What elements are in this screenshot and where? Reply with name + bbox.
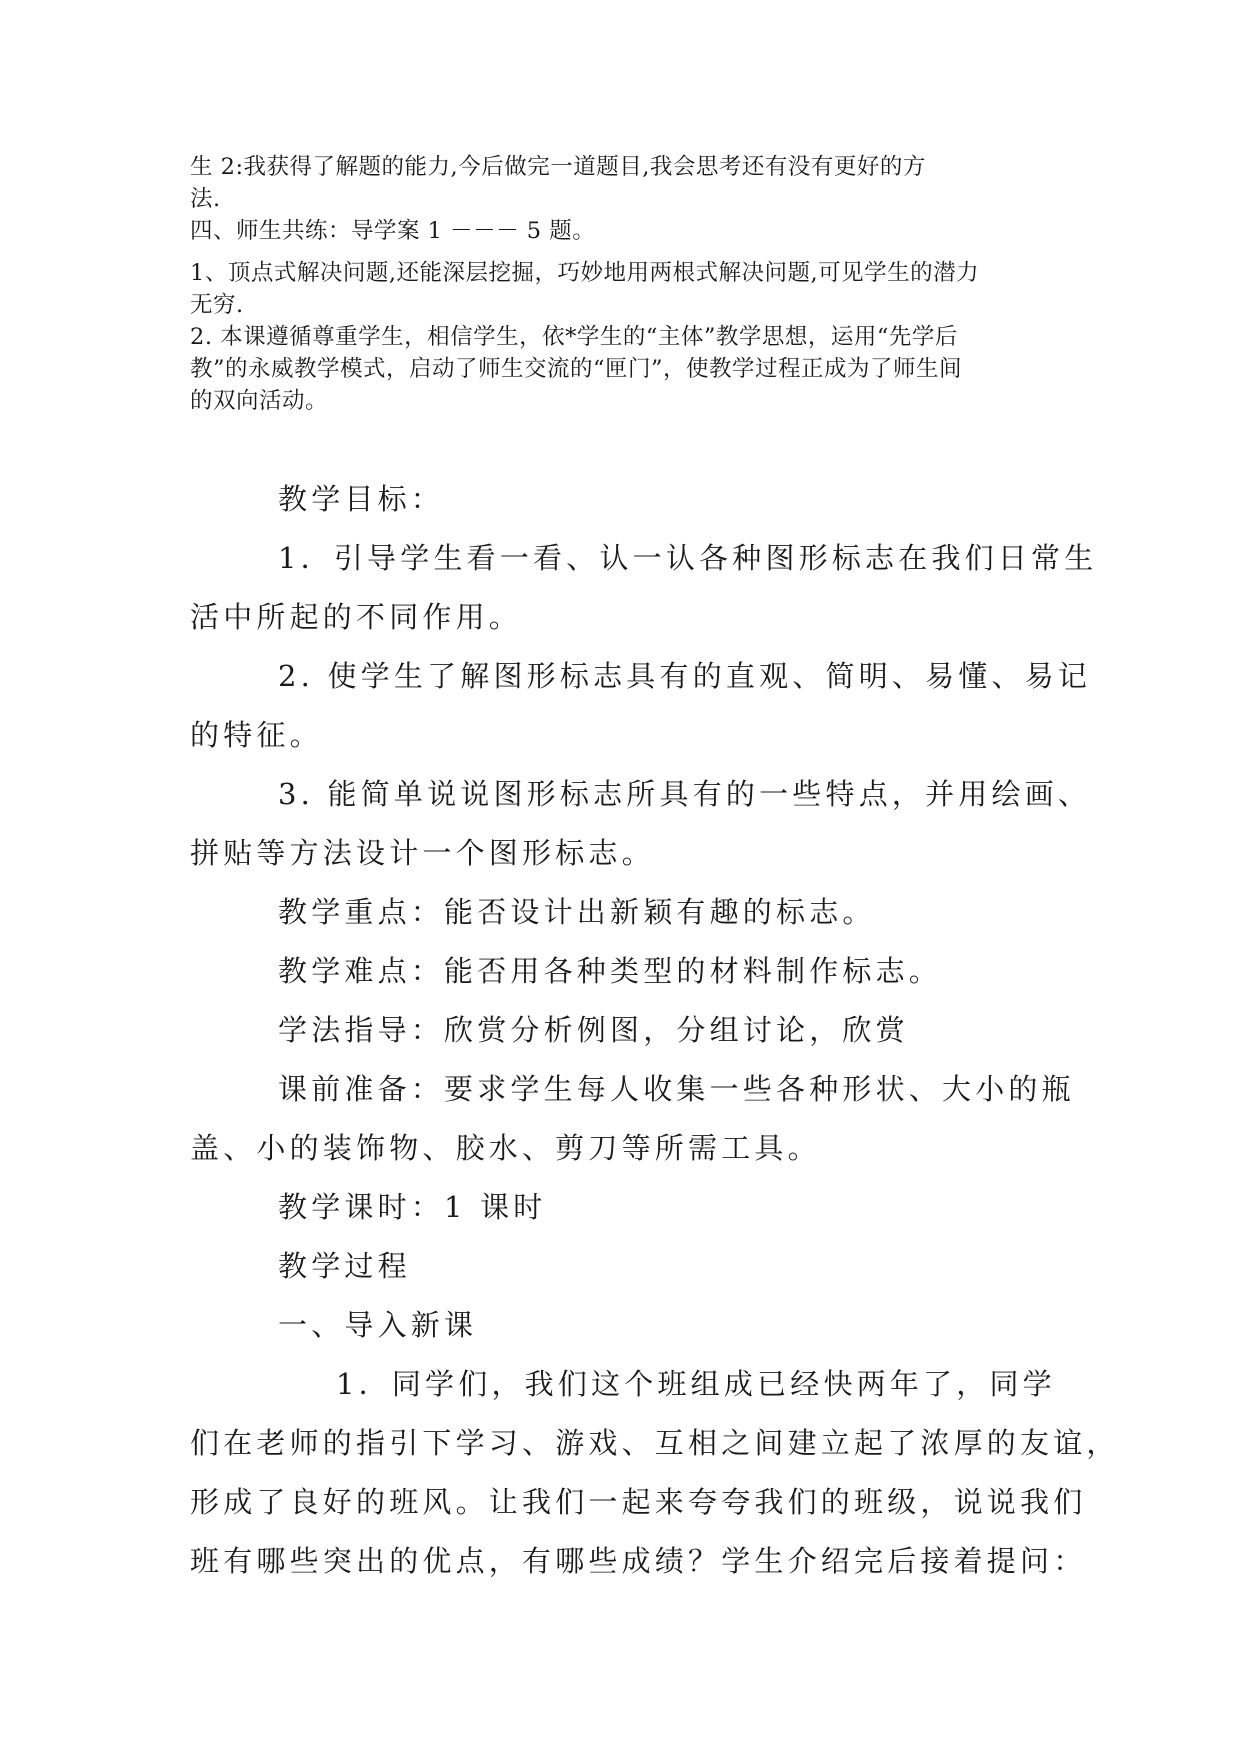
heading-teaching-process: 教学过程 — [278, 1249, 411, 1283]
text-line: 教学难点：能否用各种类型的材料制作标志。 — [278, 954, 943, 988]
text-line: 盖、小的装饰物、胶水、剪刀等所需工具。 — [190, 1131, 821, 1165]
text-line: 教”的永威教学模式，启动了师生交流的“匣门”，使教学过程正成为了师生间 — [190, 356, 963, 382]
text-line: 3. 能简单说说图形标志所具有的一些特点，并用绘画、 — [278, 777, 1092, 811]
text-line: 四、师生共练：导学案 1 －－－ 5 题。 — [190, 218, 596, 244]
text-line: 生 2:我获得了解题的能力,今后做完一道题目,我会思考还有没有更好的方 — [190, 154, 926, 180]
text-line: 拼贴等方法设计一个图形标志。 — [190, 836, 655, 870]
text-line: 教学重点：能否设计出新颖有趣的标志。 — [278, 895, 876, 929]
text-line: 2. 使学生了解图形标志具有的直观、简明、易懂、易记 — [278, 659, 1092, 693]
text-line: 法. — [190, 186, 221, 212]
text-line: 2. 本课遵循尊重学生，相信学生，依*学生的“主体”教学思想，运用“先学后 — [190, 324, 958, 350]
text-line: 学法指导：欣赏分析例图，分组讨论，欣赏 — [278, 1013, 909, 1047]
text-line: 1．同学们，我们这个班组成已经快两年了，同学 — [336, 1367, 1056, 1401]
text-line: 的双向活动。 — [190, 388, 329, 414]
lesson-plan-section — [190, 470, 1120, 1591]
text-line: 形成了良好的班风。让我们一起来夸夸我们的班级，说说我们 — [190, 1485, 1087, 1519]
text-line: 班有哪些突出的优点，有哪些成绩？学生介绍完后接着提问： — [190, 1544, 1087, 1578]
text-line: 教学课时：1 课时 — [278, 1190, 547, 1224]
text-line: 无穷. — [190, 292, 244, 318]
text-line: 的特征。 — [190, 718, 323, 752]
text-line: 活中所起的不同作用。 — [190, 600, 523, 634]
summary-section — [190, 151, 1070, 417]
heading-intro: 一、导入新课 — [278, 1308, 478, 1342]
text-line: 课前准备：要求学生每人收集一些各种形状、大小的瓶 — [278, 1072, 1075, 1106]
heading-teaching-goals: 教学目标： — [278, 482, 445, 516]
text-line: 1．引导学生看一看、认一认各种图形标志在我们日常生 — [278, 541, 1098, 575]
text-line: 们在老师的指引下学习、游戏、互相之间建立起了浓厚的友谊， — [190, 1426, 1120, 1460]
text-line: 1、顶点式解决问题,还能深层挖掘，巧妙地用两根式解决问题,可见学生的潜力 — [190, 260, 980, 286]
